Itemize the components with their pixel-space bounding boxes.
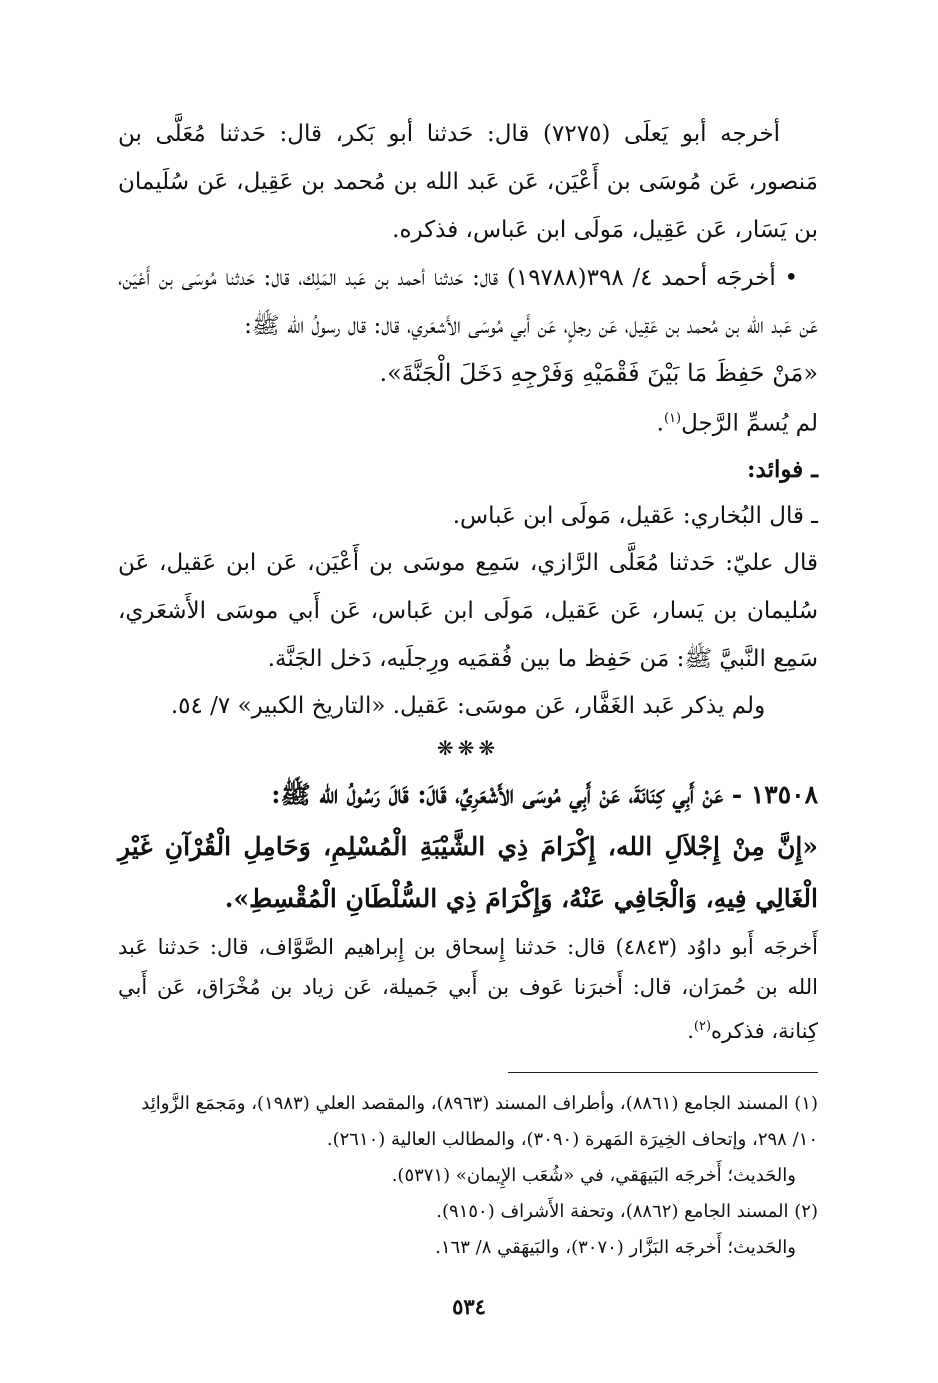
hadith-isnad-2	[118, 769, 818, 821]
unnamed-note: لم يُسمِّ الرَّجل$^{(١)}$.	[656, 410, 818, 437]
hadith-text-1: «مَنْ حَفِظَ مَا بَيْنَ فَقْمَيْهِ وَفَرْجِهِ دَخَلَ الْجَنَّةَ».	[379, 359, 818, 387]
fawaid-heading: ـ فوائد:	[747, 455, 818, 483]
footnote-divider	[508, 1072, 818, 1073]
hadith-text-2: «إِنَّ مِنْ إِجْلاَلِ الله، إِكْرَامَ ذِي الشَّيْبَةِ الْمُسْلِمِ، وَحَامِلِ الْقُرْآنِ غَيْرِ الْغَالِي فِيهِ، وَالْجَافِي عَنْهُ، وَإِكْرَامَ ذِي السُّلْطَانِ الْمُقْسِطِ».	[118, 831, 818, 913]
footnote-1: (١) المسند الجامع (٨٨٦١)، وأطراف المسند (٨٩٦٣)، والمقصد العلي (١٩٨٣)، ومَجمَع الزَّوائِد ١٠/ ٢٩٨، وإتحاف الخِيرَة المَهرة (٣٠٩٠)، والمطالب العالية (٢٦١٠).	[141, 1093, 818, 1150]
tarikh-kabir-ref: ولم يذكر عَبد الغَفَّار، عَن موسَى: عَقيل. «التاريخ الكبير» ٧/ ٥٤.	[170, 692, 766, 719]
footnote-2: (٢) المسند الجامع (٨٨٦٢)، وتحفة الأَشراف (٩١٥٠).	[436, 1201, 818, 1222]
takhrij-abu-yala: أخرجه أبو يَعلَى (٧٢٧٥) قال: حَدثنا أبو بَكر، قال: حَدثنا مُعَلَّى بن مَنصور، عَن مُوسَى بن أَعْيَن، عَن عَبد الله بن مُحمد بن عَقِيل، عَن سُلَيمان بن يَسَار، عَن عَقِيل، مَولَى ابن عَباس، فذكره.	[118, 121, 818, 243]
section-separator: ❋❋❋	[436, 735, 500, 760]
footnote-1-cont: والحَديث؛ أَخرجَه البَيهَقي، في «شُعَب الإِيمان» (٥٣٧١).	[391, 1165, 796, 1186]
unnamed-text: لم يُسمِّ الرَّجل	[681, 410, 818, 437]
page-number: ٥٣٤	[452, 1294, 486, 1319]
abu-dawud-text: أَخرجَه أَبو داوُد (٤٨٤٣) قال: حَدثنا إِسحاق بن إِبراهيم الصَّوَّاف، قال: حَدثنا عَبد الله بن حُمرَان، قال: أَخبرَنا عَوف بن أَبي جَميلة، عَن زياد بن مُخْرَاق، عَن أَبي كِنانة، فذكره	[118, 934, 818, 1043]
footnote-2-cont: والحَديث؛ أَخرجَه البَزَّار (٣٠٧٠)، والبَيهَقي ٨/ ١٦٣.	[435, 1237, 796, 1258]
footnotes	[118, 1086, 818, 1266]
footnote-marker-1: (١)	[663, 411, 682, 426]
ali-narration: قال عليّ: حَدثنا مُعَلَّى الرَّازي، سَمِع موسَى بن أَعْيَن، عَن ابن عَقيل، عَن سُليمان بن يَسار، عَن عَقيل، مَولَى ابن عَباس، عَن أَبي موسَى الأَشعَري، سَمِع النَّبيَّ ﷺ: مَن حَفِظ ما بين فُقمَيه ورِجلَيه، دَخل الجَنَّة.	[118, 549, 818, 672]
footnote-marker-2: (٢)	[693, 1018, 712, 1034]
takhrij-ahmad: • أخرجَه أحمد ٤/ ٣٩٨(١٩٧٨٨) قال: حَدثنا أحمد بن عَبد المَلِك، قال: حَدثنا مُوسَى بن أَعْيَن، عَن عَبد الله بن مُحمد بن عَقِيل، عَن رجلٍ، عَن أَبي مُوسَى الأَشعَري، قال: قال رسولُ الله ﷺ:	[118, 265, 818, 339]
hadith-isnad-text: عَنْ أَبِي كِنَانَةَ، عَنْ أَبِي مُوسَى الأَشْعَرِيِّ، قَالَ: قَالَ رَسُولُ الله ﷺ:	[271, 779, 724, 809]
bukhari-note: ـ قال البُخاري: عَقيل، مَولَى ابن عَباس.	[452, 502, 818, 529]
main-text	[118, 110, 818, 1051]
hadith-number: ١٣٥٠٨ -	[731, 779, 818, 809]
takhrij-abu-dawud: أَخرجَه أَبو داوُد (٤٨٤٣) قال: حَدثنا إِسحاق بن إِبراهيم الصَّوَّاف، قال: حَدثنا عَبد الله بن حُمرَان، قال: أَخبرَنا عَوف بن أَبي جَميلة، عَن زياد بن مُخْرَاق، عَن أَبي كِنانة، فذكره$^{(٢)}$.	[118, 934, 818, 1043]
